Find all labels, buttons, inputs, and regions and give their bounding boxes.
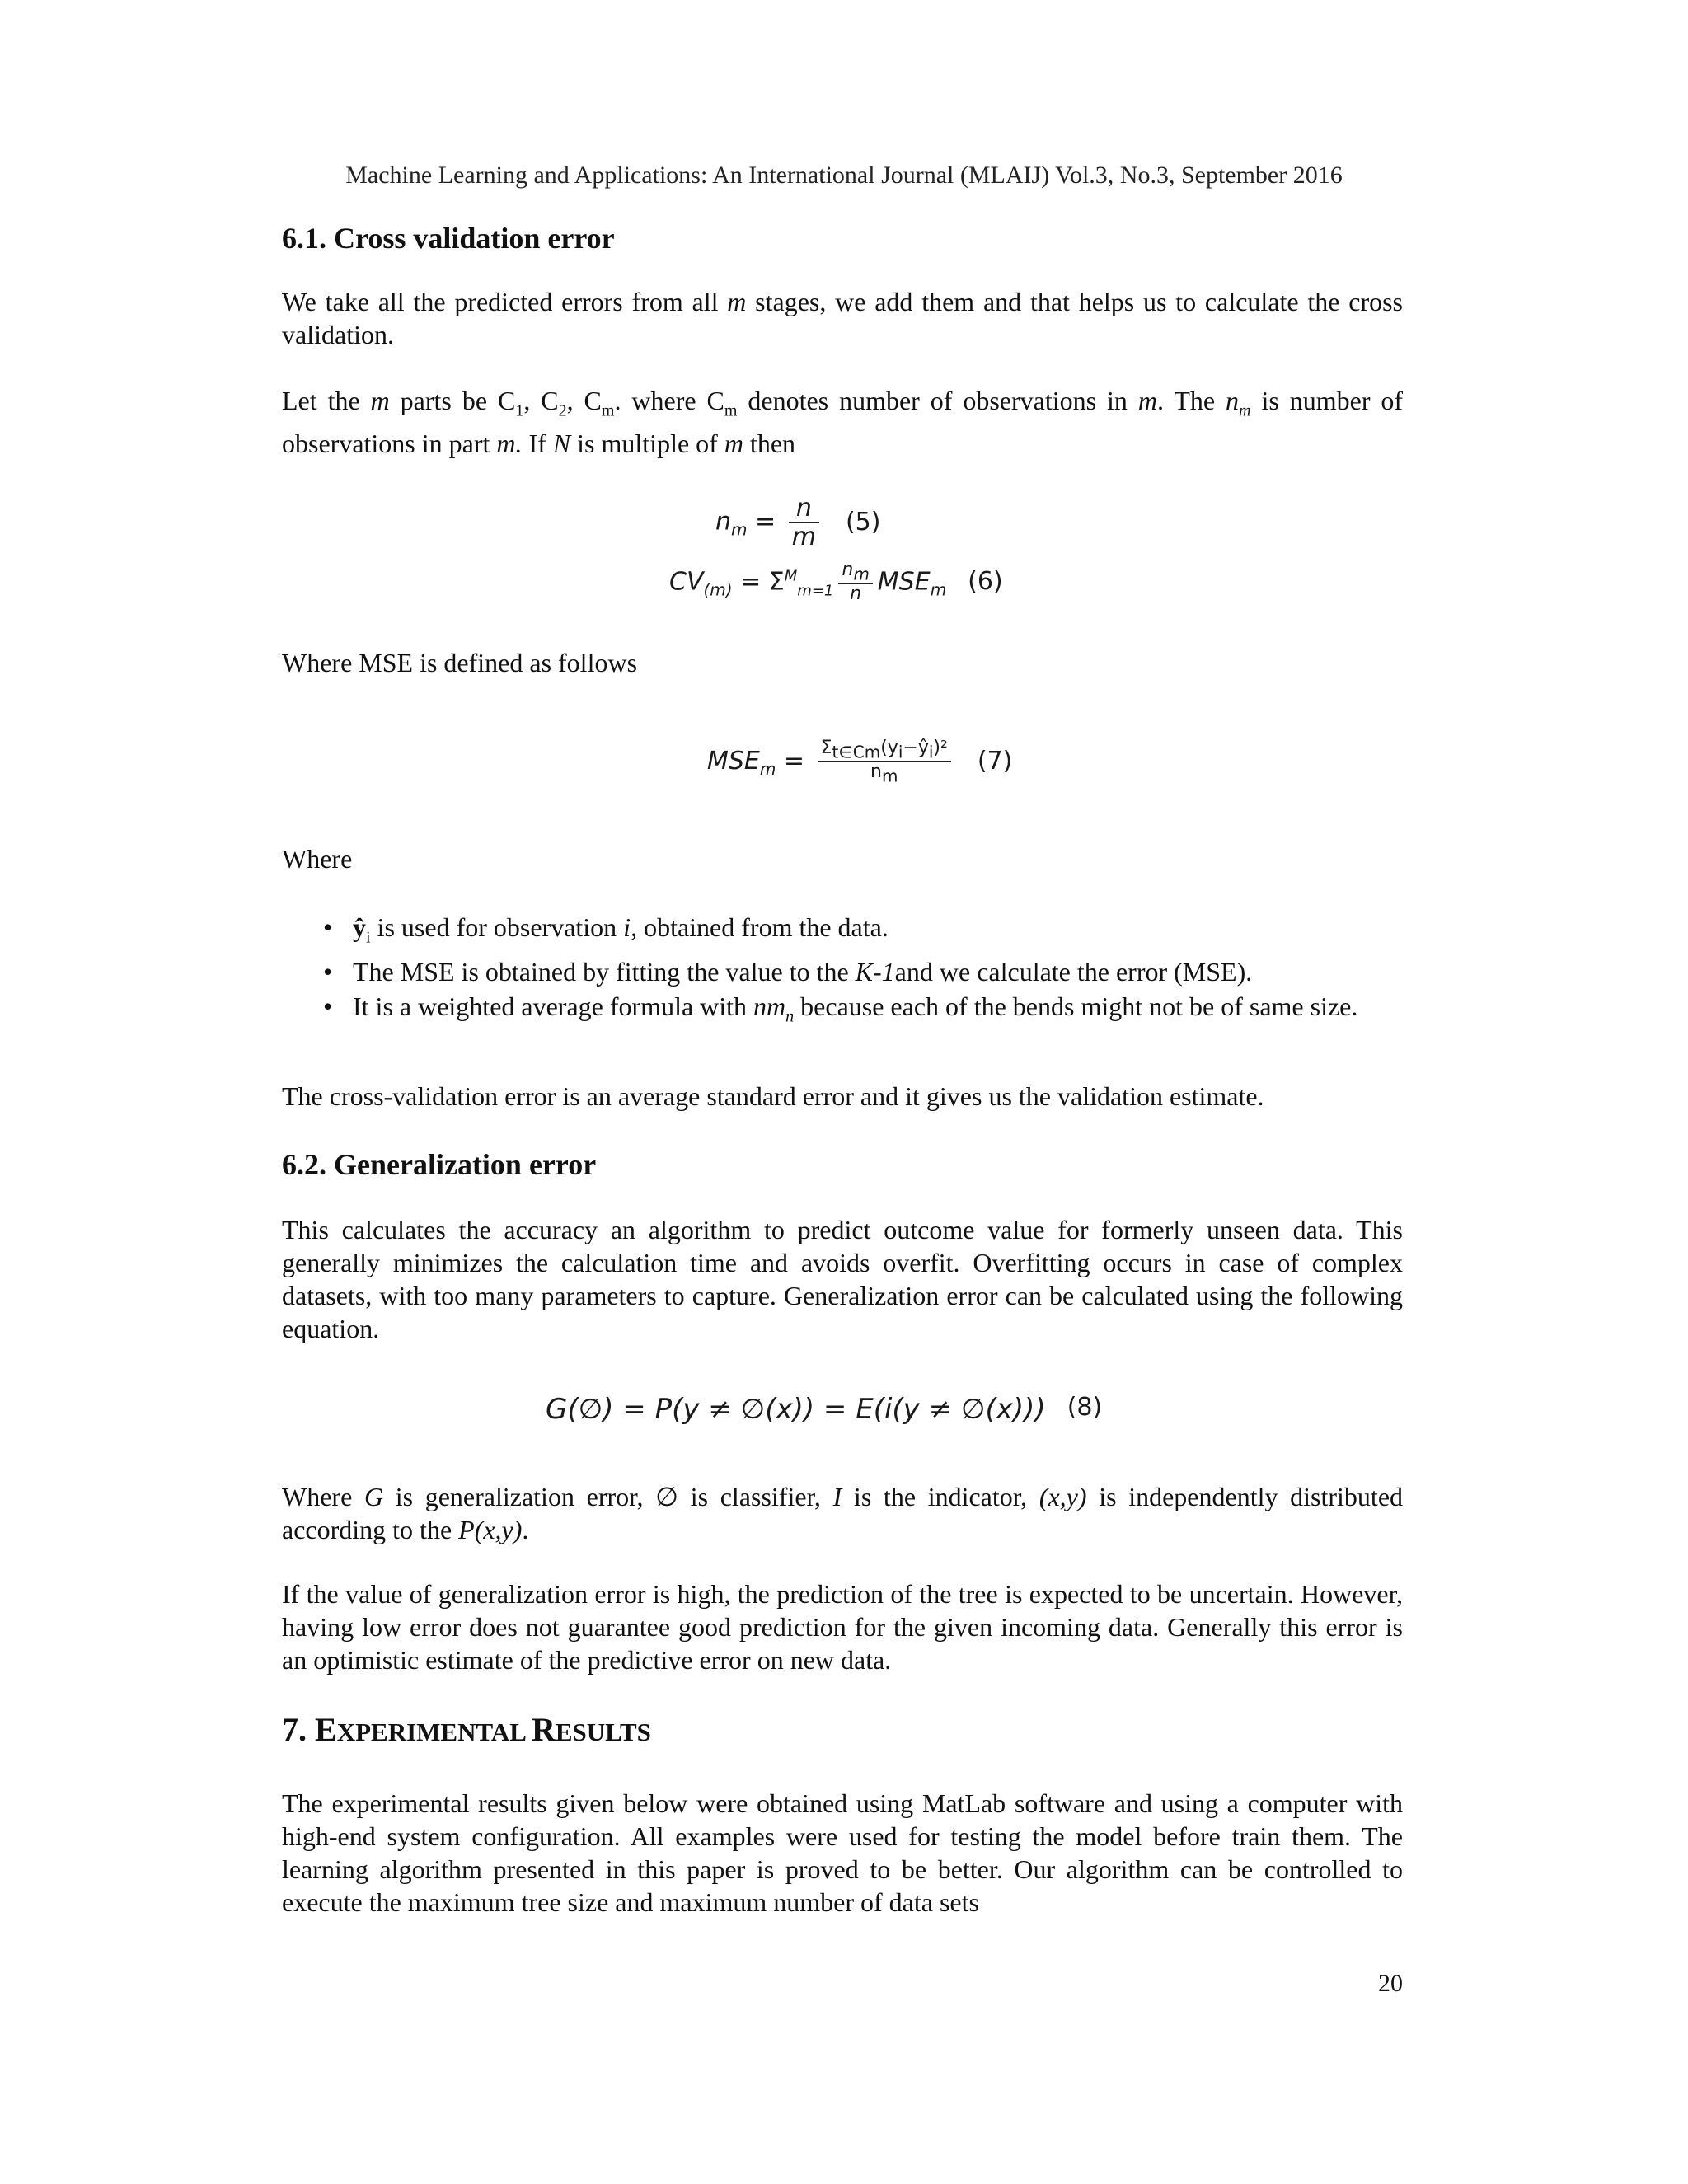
section-6-2-paragraph-2: Where G is generalization error, ∅ is classifier, I is the indicator, (x,y) is independently distributed according to the P(x,y). (282, 1481, 1404, 1544)
running-header: Machine Learning and Applications: An International Journal (MLAIJ) Vol.3, No.3, September 2016 (345, 162, 1343, 189)
equation-7: $MSE_m$ = $\frac{\Sigma_{t\in Cm}(y_i-ŷ_i)^2}{n_m}$ (7) (707, 738, 1013, 786)
bullet-list (282, 911, 1403, 1035)
section-6-2-paragraph-1: This calculates the accuracy an algorithm to predict outcome value for formerly unseen data. This generally minimizes the calculation time and avoids overfit. Overfitting occurs in case of complex datasets, with too many parameters to capture. Generalization error can be calculated using the following equation. (282, 1215, 1403, 1343)
where-mse-line: Where MSE is defined as follows (282, 648, 638, 677)
bullet-item-1: • $ŷ_i$ is used for observation i, obtained from the data. (323, 912, 889, 947)
section-7-title: 7. EXPERIMENTAL RESULTS (282, 1711, 651, 1748)
equation-6: $CV_{(m)} = \Sigma^M_{m=1}$ $\frac{n_m}{n}$ $MSE_m$ (6) (669, 560, 1003, 605)
equation-5: $n_m$ = $\frac{n}{m}$ (5) (715, 494, 881, 551)
page-number: 20 (1378, 1970, 1403, 1997)
section-6-1-paragraph-3: The cross-validation error is an average standard error and it gives us the validation estimate. (282, 1081, 1264, 1111)
section-7-paragraph-1: The experimental results given below were obtained using MatLab software and using a computer with high-end system configuration. All examples were used for testing the model before train them. The learning algorithm presented in this paper is proved to be better. Our algorithm can be controlled to execute the maximum tree size and maximum number of data sets (282, 1788, 1403, 1917)
bullet-item-2: • The MSE is obtained by fitting the value to the K-1and we calculate the error (MSE). (323, 957, 1253, 987)
section-6-1-paragraph-1: We take all the predicted errors from all m stages, we add them and that helps us to calculate the cross validation. (282, 287, 1404, 349)
where-line: Where (282, 844, 353, 874)
section-6-2-title: 6.2. Generalization error (282, 1148, 597, 1181)
section-6-1-title: 6.1. Cross validation error (282, 222, 615, 255)
section-6-1-paragraph-2: Let the m parts be $C_1$, $C_2$, $C_m$. where $C_m$ denotes number of observations in m. The $n_m$ is number of observations in part m. If N is multiple of m then (282, 386, 1404, 459)
equation-8: G(∅) = P(y ≠ ∅(x)) = E(i(y ≠ ∅(x))) (8) (546, 1393, 1103, 1426)
bullet-item-3: • It is a weighted average formula with $nm_n$ because each of the bends might not be of same size. (323, 991, 1358, 1026)
section-6-2-paragraph-3: If the value of generalization error is high, the prediction of the tree is expected to be uncertain. However, having low error does not guarantee good prediction for the given incoming data. Generally this error is an optimistic estimate of the predictive error on new data. (282, 1579, 1403, 1675)
